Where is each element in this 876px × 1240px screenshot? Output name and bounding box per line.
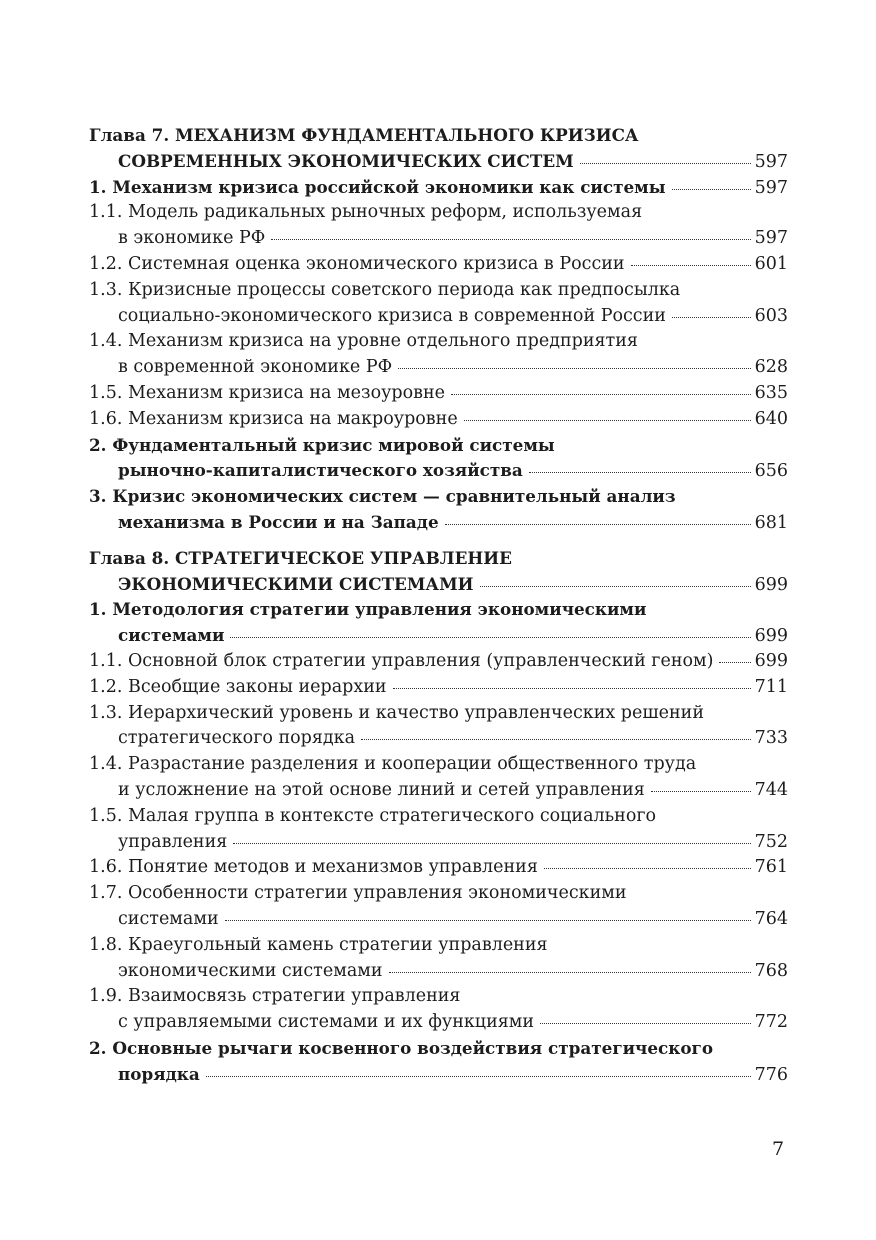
toc-entry[interactable] bbox=[89, 752, 788, 778]
toc-entry-title: системами bbox=[118, 908, 219, 929]
toc-entry-page: 733 bbox=[754, 728, 788, 749]
toc-entry[interactable] bbox=[89, 433, 788, 459]
toc-entry-title: Глава 8. СТРАТЕГИЧЕСКОЕ УПРАВЛЕНИЕ bbox=[89, 547, 512, 568]
toc-entry-title: 1.8. Краеугольный камень стратегии управления bbox=[89, 934, 548, 955]
toc-entry[interactable] bbox=[89, 355, 788, 381]
dot-leader bbox=[230, 637, 750, 638]
toc-entry-title: Глава 7. МЕХАНИЗМ ФУНДАМЕНТАЛЬНОГО КРИЗИСА bbox=[89, 125, 639, 145]
dot-leader bbox=[651, 791, 751, 792]
toc-entry-title: 1.6. Понятие методов и механизмов управления bbox=[89, 857, 538, 878]
toc-entry-page: 601 bbox=[754, 253, 788, 274]
toc-entry-title: 1.5. Малая группа в контексте стратегического социального bbox=[89, 805, 657, 826]
toc-entry-page: 711 bbox=[754, 676, 788, 697]
toc-entry[interactable] bbox=[89, 830, 788, 856]
toc-entry-page: 699 bbox=[754, 650, 788, 671]
dot-leader bbox=[631, 265, 751, 266]
toc-entry-page: 699 bbox=[754, 626, 788, 647]
dot-leader bbox=[672, 317, 751, 318]
toc-entry[interactable] bbox=[89, 175, 788, 201]
dot-leader bbox=[451, 394, 751, 395]
toc-entry[interactable] bbox=[89, 881, 788, 907]
toc-chapter bbox=[89, 123, 788, 536]
toc-entry[interactable] bbox=[89, 407, 788, 433]
toc-entry-title: ЭКОНОМИЧЕСКИМИ СИСТЕМАМИ bbox=[118, 573, 474, 594]
dot-leader bbox=[540, 1023, 751, 1024]
toc-entry-title: 1.3. Кризисные процессы советского периода как предпосылка bbox=[89, 279, 681, 300]
toc-entry-title: 3. Кризис экономических систем — сравнительный анализ bbox=[89, 486, 676, 507]
toc-entry-page: 768 bbox=[754, 960, 788, 981]
toc-entry[interactable] bbox=[89, 149, 788, 175]
dot-leader bbox=[672, 189, 751, 190]
toc-entry[interactable] bbox=[89, 458, 788, 484]
page-number: 7 bbox=[772, 1138, 785, 1160]
toc-entry-title: 1.5. Механизм кризиса на мезоуровне bbox=[89, 382, 446, 403]
toc-entry[interactable] bbox=[89, 675, 788, 701]
toc-entry-page: 628 bbox=[754, 357, 788, 378]
toc-entry-title: 1. Методология стратегии управления экономическими bbox=[89, 599, 647, 620]
toc-entry-title: 2. Фундаментальный кризис мировой системы bbox=[89, 434, 555, 455]
toc-entry-title: 1.1. Основной блок стратегии управления (управленческий геном) bbox=[89, 650, 714, 671]
toc-entry-title: 2. Основные рычаги косвенного воздействия стратегического bbox=[89, 1037, 714, 1058]
table-of-contents bbox=[89, 123, 788, 1087]
toc-entry-title: порядка bbox=[118, 1063, 200, 1084]
toc-entry[interactable] bbox=[89, 959, 788, 985]
toc-entry-page: 764 bbox=[754, 908, 788, 929]
toc-entry[interactable] bbox=[89, 278, 788, 304]
toc-entry[interactable] bbox=[89, 226, 788, 252]
toc-entry-title: 1.4. Механизм кризиса на уровне отдельного предприятия bbox=[89, 331, 638, 352]
toc-entry[interactable] bbox=[89, 123, 788, 149]
toc-entry-page: 776 bbox=[754, 1064, 788, 1085]
toc-entry-page: 603 bbox=[754, 305, 788, 326]
toc-entry[interactable] bbox=[89, 484, 788, 510]
toc-entry[interactable] bbox=[89, 855, 788, 881]
dot-leader bbox=[719, 662, 750, 663]
toc-entry-page: 772 bbox=[754, 1012, 788, 1033]
toc-entry[interactable] bbox=[89, 546, 788, 572]
dot-leader bbox=[580, 163, 751, 164]
dot-leader bbox=[206, 1076, 751, 1077]
dot-leader bbox=[271, 239, 750, 240]
toc-entry[interactable] bbox=[89, 572, 788, 598]
dot-leader bbox=[389, 972, 751, 973]
toc-entry[interactable] bbox=[89, 933, 788, 959]
toc-entry-title: социально-экономического кризиса в современной России bbox=[118, 305, 666, 326]
toc-entry-page: 597 bbox=[754, 151, 788, 172]
toc-entry[interactable] bbox=[89, 381, 788, 407]
toc-entry[interactable] bbox=[89, 329, 788, 355]
toc-entry-title: 1.7. Особенности стратегии управления экономическими bbox=[89, 883, 627, 904]
toc-entry-page: 635 bbox=[754, 382, 788, 403]
dot-leader bbox=[529, 472, 751, 473]
toc-entry-page: 640 bbox=[754, 408, 788, 429]
toc-entry-title: управления bbox=[118, 831, 228, 852]
toc-chapter bbox=[89, 546, 788, 1088]
toc-entry[interactable] bbox=[89, 510, 788, 536]
toc-entry[interactable] bbox=[89, 726, 788, 752]
toc-entry-page: 752 bbox=[754, 831, 788, 852]
toc-entry-title: рыночно-капиталистического хозяйства bbox=[118, 460, 523, 481]
dot-leader bbox=[393, 688, 751, 689]
toc-entry-title: 1.1. Модель радикальных рыночных реформ, используемая bbox=[89, 202, 643, 223]
toc-entry-title: 1.2. Всеобщие законы иерархии bbox=[89, 676, 387, 697]
toc-entry-title: стратегического порядка bbox=[118, 728, 356, 749]
toc-entry[interactable] bbox=[89, 252, 788, 278]
toc-entry[interactable] bbox=[89, 907, 788, 933]
toc-entry[interactable] bbox=[89, 597, 788, 623]
dot-leader bbox=[464, 420, 751, 421]
toc-entry-page: 597 bbox=[754, 228, 788, 249]
toc-entry-title: 1.4. Разрастание разделения и кооперации общественного труда bbox=[89, 754, 697, 775]
toc-entry-page: 744 bbox=[754, 779, 788, 800]
toc-entry-title: 1.9. Взаимосвязь стратегии управления bbox=[89, 986, 461, 1007]
toc-entry-title: 1. Механизм кризиса российской экономики как системы bbox=[89, 176, 666, 197]
toc-entry-page: 761 bbox=[754, 857, 788, 878]
toc-entry-page: 681 bbox=[754, 512, 788, 533]
dot-leader bbox=[225, 920, 751, 921]
dot-leader bbox=[361, 739, 751, 740]
toc-entry-page: 699 bbox=[754, 574, 788, 595]
toc-entry[interactable] bbox=[89, 984, 788, 1010]
toc-entry-page: 597 bbox=[754, 177, 788, 198]
chapter-separator bbox=[89, 536, 788, 546]
dot-leader bbox=[445, 524, 751, 525]
toc-entry[interactable] bbox=[89, 778, 788, 804]
dot-leader bbox=[233, 843, 750, 844]
toc-entry[interactable] bbox=[89, 1062, 788, 1088]
toc-entry-title: 1.2. Системная оценка экономического кризиса в России bbox=[89, 253, 625, 274]
toc-entry[interactable] bbox=[89, 1036, 788, 1062]
toc-entry-title: в экономике РФ bbox=[118, 228, 266, 249]
toc-entry[interactable] bbox=[89, 649, 788, 675]
toc-entry-title: 1.6. Механизм кризиса на макроуровне bbox=[89, 408, 458, 429]
toc-entry[interactable] bbox=[89, 304, 788, 330]
toc-entry-title: с управляемыми системами и их функциями bbox=[118, 1012, 535, 1033]
dot-leader bbox=[480, 586, 751, 587]
toc-entry-title: экономическими системами bbox=[118, 960, 383, 981]
toc-entry-title: СОВРЕМЕННЫХ ЭКОНОМИЧЕСКИХ СИСТЕМ bbox=[118, 150, 574, 171]
toc-entry[interactable] bbox=[89, 804, 788, 830]
toc-entry[interactable] bbox=[89, 1010, 788, 1036]
toc-entry-title: и усложнение на этой основе линий и сетей управления bbox=[118, 779, 645, 800]
toc-entry-title: в современной экономике РФ bbox=[118, 357, 393, 378]
toc-entry-title: 1.3. Иерархический уровень и качество управленческих решений bbox=[89, 702, 704, 723]
toc-entry[interactable] bbox=[89, 701, 788, 727]
toc-entry-title: системами bbox=[118, 625, 225, 646]
dot-leader bbox=[398, 368, 750, 369]
dot-leader bbox=[544, 868, 751, 869]
toc-entry[interactable] bbox=[89, 200, 788, 226]
toc-entry-title: механизма в России и на Западе bbox=[118, 511, 439, 532]
toc-entry[interactable] bbox=[89, 623, 788, 649]
toc-entry-page: 656 bbox=[754, 461, 788, 482]
